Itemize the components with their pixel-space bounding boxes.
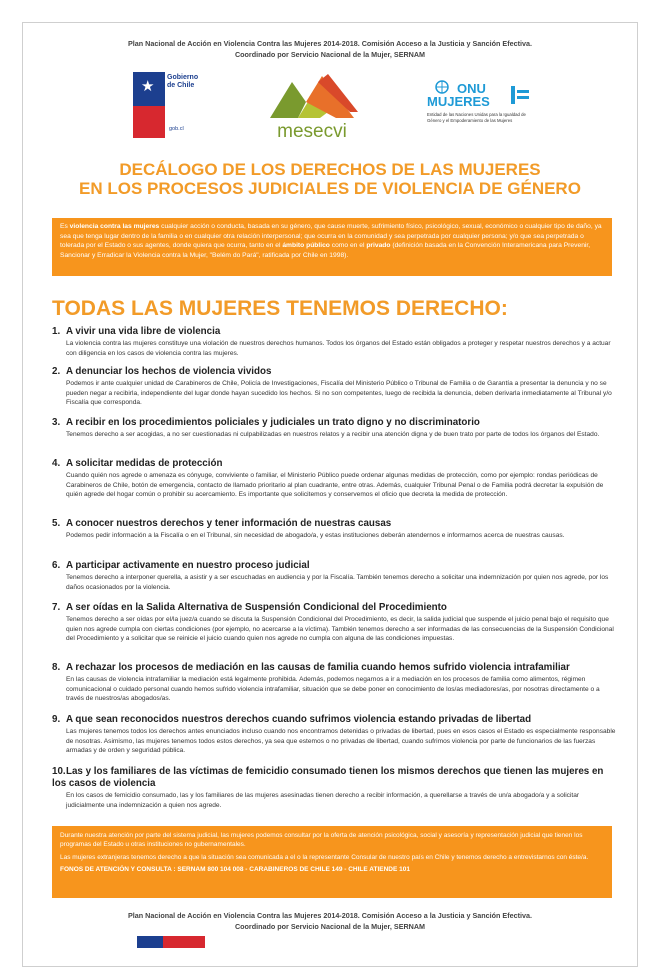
right-heading <box>52 662 616 674</box>
right-number: 7. <box>52 602 61 613</box>
right-item <box>52 766 616 810</box>
chile-flag-bar <box>137 936 205 948</box>
mujeres-label: MUJERES <box>427 94 490 109</box>
right-item <box>52 662 616 704</box>
right-title: A que sean reconocidos nuestros derechos cuando sufrimos violencia estando privadas de libertad <box>66 714 532 725</box>
right-number: 9. <box>52 714 61 725</box>
right-body: En las causas de violencia intrafamiliar la mediación está legalmente prohibida. Además, podemos negarnos a ir a mediación en los procesos de familia como alimentos, régimen comunicacional o cuidado personal cuando hemos sufrido violencia intrafamiliar, situación que se debe poner en conocimiento de los/as mediadores/as, por nosotras directamente o a través de nuestros/as abogados/as. <box>66 676 600 703</box>
mesecvi-mark-icon <box>262 72 362 122</box>
onu-subtitle: Entidad de las Naciones Unidas para la Igualdad de Género y el Empoderamiento de las Mujeres <box>427 112 526 123</box>
right-number: 4. <box>52 458 61 469</box>
right-heading <box>52 766 616 790</box>
right-body: En los casos de femicidio consumado, las y los familiares de las mujeres asesinadas tienen derecho a recibir información, a querellarse a través de un/a abogado/a y a solicitar judicialmente una indemnización a quien nos agrede. <box>66 792 580 809</box>
right-item <box>52 602 616 644</box>
right-item <box>52 366 616 408</box>
bottom-line-2: Coordinado por Servicio Nacional de la Mujer, SERNAM <box>234 922 426 931</box>
star-icon: ★ <box>141 78 155 95</box>
right-body: Podemos pedir información a la Fiscalía o en el Tribunal, sin necesidad de abogado/a, y estas instituciones deberán atendernos e informarnos acerca de nuestras causas. <box>66 532 565 539</box>
mesecvi-name: mesecvi <box>277 121 347 142</box>
right-number: 8. <box>52 662 61 673</box>
section-subtitle: TODAS LAS MUJERES TENEMOS DERECHO: <box>52 297 508 320</box>
right-item <box>52 560 616 592</box>
intro-text: cualquier acción o conducta, basada en su género, que cause muerte, sufrimiento físico, psicológico, sexual, económico o cualquier tipo de daño, ya sea que tenga lugar dentro de la familia o en cualquier otra relación interpersonal; que ocurra en la comunidad y sea perpetrada por cualquier persona; y/o que sea perpetrada o tolerada por el Estado o sus agentes, donde quiera que ocurra, tanto en el <box>60 223 602 250</box>
right-heading <box>52 518 616 530</box>
header-line-2: Coordinado por Servicio Nacional de la Mujer, SERNAM <box>234 50 426 59</box>
right-item <box>52 458 616 500</box>
footer-paragraph: Durante nuestra atención por parte del sistema judicial, las mujeres podemos consultar por la oferta de atención psicológica, social y asesoría y representación judicial que tienen los programas del Estado u otras instituciones no gubernamentales. <box>60 832 583 849</box>
intro-bold-term: violencia contra las mujeres <box>69 223 160 230</box>
equality-symbol-icon <box>509 84 531 106</box>
right-item <box>52 326 616 358</box>
title-line-2: EN LOS PROCESOS JUDICIALES DE VIOLENCIA DE GÉNERO <box>79 179 581 198</box>
right-item <box>52 714 616 756</box>
right-body: Tenemos derecho a ser acogidas, a no ser cuestionadas ni culpabilizadas en nuestros relatos y a recibir una atención digna y de buen trato por parte de todos los órganos del Estado. <box>66 431 600 438</box>
mesecvi-logo <box>262 72 362 142</box>
right-body: Tenemos derecho a interponer querella, a asistir y a ser escuchadas en audiencia y por la Fiscalía. También tenemos derecho a solicitar una indemnización por quien nos agrede, por los daños ocasionados por la violencia. <box>66 574 609 591</box>
gobierno-url: gob.cl <box>169 126 184 132</box>
footer-info-box <box>52 826 612 898</box>
contact-phones: FONOS DE ATENCIÓN Y CONSULTA : SERNAM 800 104 008 - CARABINEROS DE CHILE 149 - CHILE ATIENDE 101 <box>60 865 410 873</box>
right-item <box>52 417 616 440</box>
right-body: Las mujeres tenemos todos los derechos antes enunciados incluso cuando nos encontramos detenidas o privadas de libertad, pues en esos casos el Estado es especialmente responsable de nosotras. Asimismo, las mujeres tenemos todos estos derechos, ya sea que estemos o no privadas de libertad, cuando sufrimos violencia por parte de funcionarios de las fuerzas armadas y de orden y seguridad pública. <box>66 728 616 755</box>
right-body: Cuando quién nos agrede o amenaza es cónyuge, conviviente o familiar, el Ministerio Público puede ordenar algunas medidas de protección, como por ejemplo: rondas periódicas de Carabineros de Chile, botón de emergencia, contacto de llamado prioritario al plan cuadrante, entre otras. Además, cualquier Tribunal Penal o de Familia podrá decretar la expulsión de quién agrede del hogar común o prohibir su acercamiento. Es importante que solicitemos y conservemos el oficio que decreta la medida de protección. <box>66 472 604 499</box>
right-title: A solicitar medidas de protección <box>66 458 223 469</box>
right-number: 3. <box>52 417 61 428</box>
right-title: Las y los familiares de las víctimas de femicidio consumado tienen los mismos derechos que tienen las mujeres en los casos de violencia <box>52 766 604 789</box>
right-number: 5. <box>52 518 61 529</box>
gobierno-label: Gobierno de Chile <box>167 74 199 89</box>
right-title: A rechazar los procesos de mediación en las causas de familia cuando hemos sufrido violencia intrafamiliar <box>66 662 570 673</box>
intro-bold-term: privado <box>366 242 391 250</box>
un-emblem-icon <box>429 80 455 94</box>
right-heading <box>52 458 616 470</box>
right-title: A ser oídas en la Salida Alternativa de Suspensión Condicional del Procedimiento <box>66 602 447 613</box>
chile-flag-icon <box>133 72 165 138</box>
onu-mujeres-logo <box>427 80 537 130</box>
bottom-credits <box>0 910 660 932</box>
page-title <box>0 160 660 198</box>
right-heading <box>52 366 616 378</box>
right-body: Tenemos derecho a ser oídas por el/la juez/a cuando se discuta la Suspensión Condicional del Procedimiento, es decir, la salida judicial que suspende el juicio penal bajo el requisito que quien nos agrede cumpla con ciertas condiciones (por ejemplo, no acercarse a la víctima). También tenemos derecho a ser informadas de las consecuencias de la Suspensión Condicional del Procedimiento y a solicitar que se reinicie el juicio cuando quien nos agrede no cumpla con alguna de las condiciones impuestas. <box>66 616 614 643</box>
right-heading <box>52 602 616 614</box>
right-number: 6. <box>52 560 61 571</box>
right-heading <box>52 714 616 726</box>
gobierno-de-chile-logo <box>133 72 203 138</box>
right-heading <box>52 560 616 572</box>
header <box>0 38 660 60</box>
intro-text: Es <box>60 223 70 230</box>
intro-definition-box <box>52 218 612 276</box>
right-number: 1. <box>52 326 61 337</box>
right-title: A recibir en los procedimientos policiales y judiciales un trato digno y no discriminatorio <box>66 417 480 428</box>
bottom-line-1: Plan Nacional de Acción en Violencia Contra las Mujeres 2014-2018. Comisión Acceso a la Justicia y Sanción Efectiva. <box>128 911 532 920</box>
right-number: 10. <box>52 766 66 777</box>
onu-label: ONU <box>457 81 486 96</box>
right-title: A conocer nuestros derechos y tener información de nuestras causas <box>66 518 392 529</box>
right-number: 2. <box>52 366 61 377</box>
right-body: Podemos ir ante cualquier unidad de Carabineros de Chile, Policía de Investigaciones, Fiscalía del Ministerio Público o Tribunal de Familia o de Garantía a presentar la denuncia y no se pueden negar a recibirla, independiente del lugar donde hayan sucedido los hechos. Si no son competentes, luego de recibida la denuncia, deben derivarla inmediatamente al Tribunal y/o Fiscalía que corresponda. <box>66 380 612 407</box>
intro-bold-term: ámbito público <box>282 242 330 250</box>
logos-row <box>0 72 660 142</box>
right-title: A vivir una vida libre de violencia <box>66 326 221 337</box>
right-title: A participar activamente en nuestro proceso judicial <box>66 560 310 571</box>
right-body: La violencia contra las mujeres constituye una violación de nuestros derechos humanos. Todos los órganos del Estado están obligados a proteger y respetar nuestros derechos y a actuar con diligencia en los casos de violencia contra las mujeres. <box>66 340 611 357</box>
title-line-1: DECÁLOGO DE LOS DERECHOS DE LAS MUJERES <box>119 160 541 179</box>
footer-paragraph: Las mujeres extranjeras tenemos derecho a que la situación sea comunicada a el o la representante Consular de nuestro país en Chile y tenemos derecho a entrevistarnos con éste/a. <box>60 853 589 861</box>
right-heading <box>52 417 616 429</box>
right-title: A denunciar los hechos de violencia vividos <box>66 366 272 377</box>
intro-text: (definición basada en la Convención Interamericana para Prevenir, Sancionar y Erradicar la Violencia contra la Mujer, "Belém do Pará", ratificada por Chile en 1998). <box>60 242 591 259</box>
right-heading <box>52 326 616 338</box>
intro-text: como en el <box>329 242 367 250</box>
right-item <box>52 518 616 541</box>
header-line-1: Plan Nacional de Acción en Violencia Contra las Mujeres 2014-2018. Comisión Acceso a la Justicia y Sanción Efectiva. <box>128 39 532 48</box>
